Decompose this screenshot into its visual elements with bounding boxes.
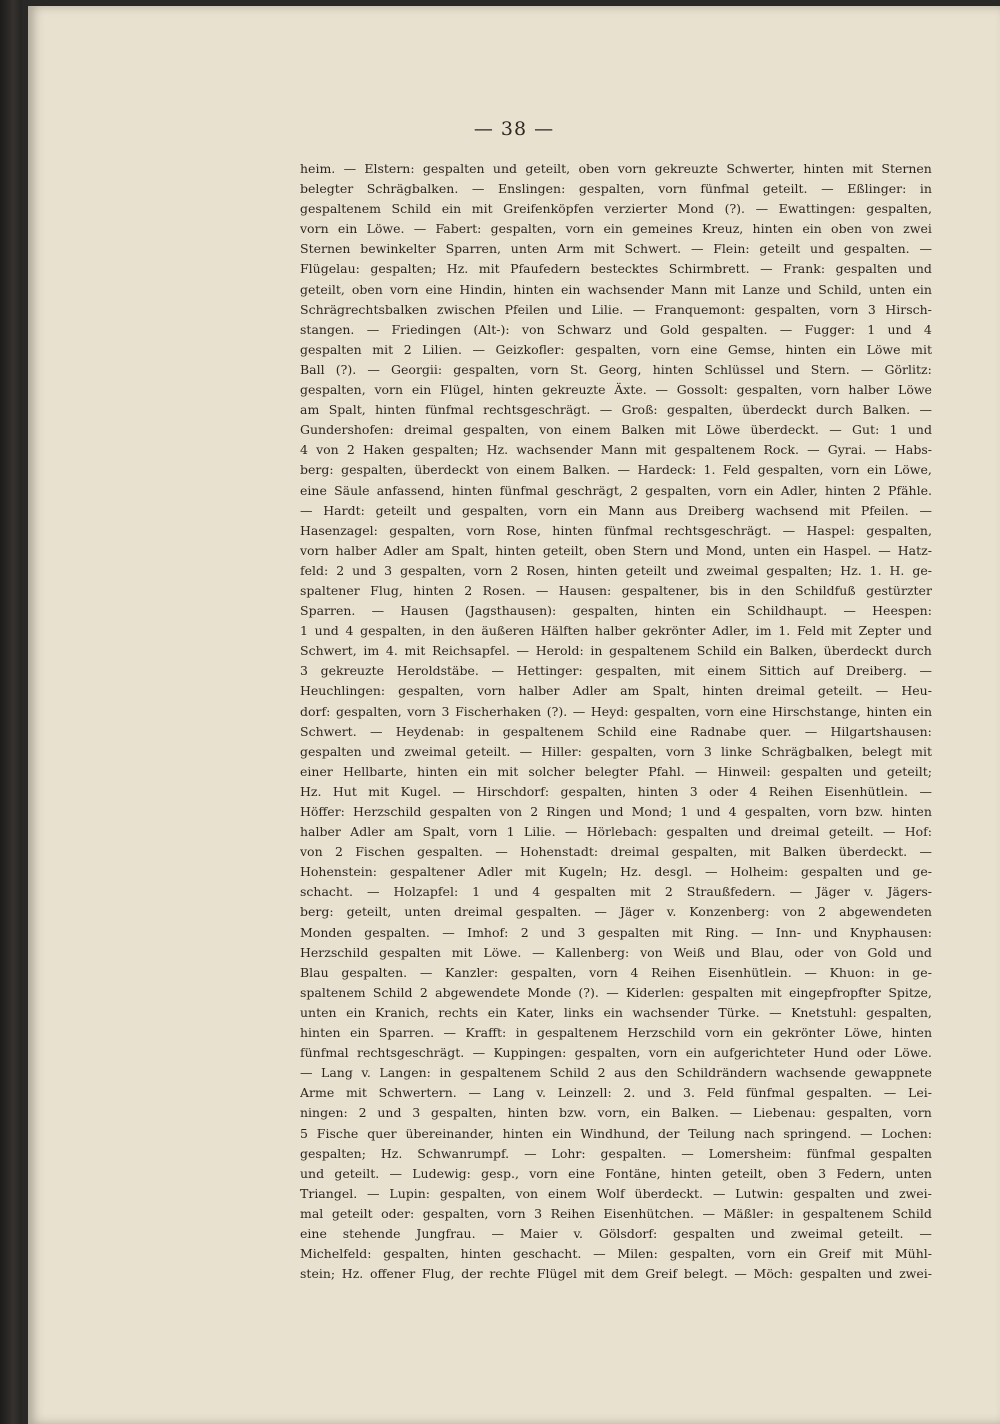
text-line: dorf: gespalten, vorn 3 Fischerhaken (?). — Heyd: gespalten, vorn eine Hirschstange, hinten ein [300,703,932,719]
text-line: — Hardt: geteilt und gespalten, vorn ein Mann aus Dreiberg wachsend mit Pfeilen. — [300,502,932,518]
text-line: gespaltenem Schild ein mit Greifenköpfen verzierter Mond (?). — Ewattingen: gespalten, [300,201,932,217]
text-line: Herzschild gespalten mit Löwe. — Kallenberg: von Weiß und Blau, oder von Gold und [300,944,932,960]
text-line: einer Hellbarte, hinten ein mit solcher belegter Pfahl. — Hinweil: gespalten und geteilt; [300,763,932,779]
text-line: hinten ein Sparren. — Krafft: in gespaltenem Herzschild vorn ein gekrönter Löwe, hinten [300,1025,932,1041]
text-line: Triangel. — Lupin: gespalten, von einem Wolf überdeckt. — Lutwin: gespalten und zwei- [300,1185,932,1201]
text-line: Schwert, im 4. mit Reichsapfel. — Herold: in gespaltenem Schild ein Balken, überdeckt durch [300,643,932,659]
text-line: 1 und 4 gespalten, in den äußeren Hälften halber gekrönter Adler, im 1. Feld mit Zepter und [300,623,932,639]
text-line: Hasenzagel: gespalten, vorn Rose, hinten fünfmal rechtsgeschrägt. — Haspel: gespalten, [300,522,932,538]
text-line: berg: gespalten, überdeckt von einem Balken. — Hardeck: 1. Feld gespalten, vorn ein Löwe, [300,462,932,478]
text-line: feld: 2 und 3 gespalten, vorn 2 Rosen, hinten geteilt und zweimal gespalten; Hz. 1. H. ge- [300,562,932,578]
text-line: Blau gespalten. — Kanzler: gespalten, vorn 4 Reihen Eisenhütlein. — Khuon: in ge- [300,964,932,980]
text-line: vorn halber Adler am Spalt, hinten geteilt, oben Stern und Mond, unten ein Haspel. — Hatz- [300,542,932,558]
text-line: Schwert. — Heydenab: in gespaltenem Schild eine Radnabe quer. — Hilgartshausen: [300,723,932,739]
text-line: geteilt, oben vorn eine Hindin, hinten ein wachsender Mann mit Lanze und Schild, unten ein [300,281,932,297]
page-number: — 38 — [473,118,555,140]
text-line: Hohenstein: gespaltener Adler mit Kugeln; Hz. desgl. — Holheim: gespalten und ge- [300,864,932,880]
text-line: gespalten mit 2 Lilien. — Geizkofler: gespalten, vorn eine Gemse, hinten ein Löwe mit [300,341,932,357]
text-line: Sparren. — Hausen (Jagsthausen): gespalten, hinten ein Schildhaupt. — Heespen: [300,603,932,619]
text-line: fünfmal rechtsgeschrägt. — Kuppingen: gespalten, vorn ein aufgerichteter Hund oder Löwe. [300,1045,932,1061]
text-line: eine stehende Jungfrau. — Maier v. Gölsdorf: gespalten und zweimal geteilt. — [300,1225,932,1241]
text-line: ningen: 2 und 3 gespalten, hinten bzw. vorn, ein Balken. — Liebenau: gespalten, vorn [300,1105,932,1121]
text-line: 4 von 2 Haken gespalten; Hz. wachsender Mann mit gespaltenem Rock. — Gyrai. — Habs- [300,442,932,458]
text-line: gespalten; Hz. Schwanrumpf. — Lohr: gespalten. — Lomersheim: fünfmal gespalten [300,1145,932,1161]
text-line: spaltener Flug, hinten 2 Rosen. — Hausen: gespaltener, bis in den Schildfuß gestürzter [300,582,932,598]
text-line: unten ein Kranich, rechts ein Kater, links ein wachsender Türke. — Knetstuhl: gespalten, [300,1004,932,1020]
text-line: gespalten und zweimal geteilt. — Hiller: gespalten, vorn 3 linke Schrägbalken, belegt mit [300,743,932,759]
text-line: am Spalt, hinten fünfmal rechtsgeschrägt. — Groß: gespalten, überdeckt durch Balken. — [300,402,932,418]
text-line: gespalten, vorn ein Flügel, hinten gekreuzte Äxte. — Gossolt: gespalten, vorn halber Löwe [300,382,932,398]
text-line: Monden gespalten. — Imhof: 2 und 3 gespalten mit Ring. — Inn- und Knyphausen: [300,924,932,940]
text-line: Heuchlingen: gespalten, vorn halber Adler am Spalt, hinten dreimal geteilt. — Heu- [300,683,932,699]
text-line: — Lang v. Langen: in gespaltenem Schild 2 aus den Schildrändern wachsende gewappnete [300,1065,932,1081]
text-line: berg: geteilt, unten dreimal gespalten. — Jäger v. Konzenberg: von 2 abgewendeten [300,904,932,920]
text-line: 5 Fische quer übereinander, hinten ein Windhund, der Teilung nach springend. — Lochen: [300,1125,932,1141]
text-line: Michelfeld: gespalten, hinten geschacht. — Milen: gespalten, vorn ein Greif mit Mühl- [300,1246,932,1262]
text-line: Flügelau: gespalten; Hz. mit Pfaufedern bestecktes Schirmbrett. — Frank: gespalten und [300,261,932,277]
text-line: von 2 Fischen gespalten. — Hohenstadt: dreimal gespalten, mit Balken überdeckt. — [300,844,932,860]
text-line: Ball (?). — Georgii: gespalten, vorn St. Georg, hinten Schlüssel und Stern. — Görlitz: [300,361,932,377]
text-line: mal geteilt oder: gespalten, vorn 3 Reihen Eisenhütchen. — Mäßler: in gespaltenem Schild [300,1205,932,1221]
book-page [28,6,1000,1424]
text-line: Hz. Hut mit Kugel. — Hirschdorf: gespalten, hinten 3 oder 4 Reihen Eisenhütlein. — [300,783,932,799]
text-line: schacht. — Holzapfel: 1 und 4 gespalten mit 2 Straußfedern. — Jäger v. Jägers- [300,884,932,900]
text-line: 3 gekreuzte Heroldstäbe. — Hettinger: gespalten, mit einem Sittich auf Dreiberg. — [300,663,932,679]
body-text [300,159,932,1284]
text-line: belegter Schrägbalken. — Enslingen: gespalten, vorn fünfmal geteilt. — Eßlinger: in [300,181,932,197]
text-line: Sternen bewinkelter Sparren, unten Arm mit Schwert. — Flein: geteilt und gespalten. — [300,241,932,257]
text-line: stein; Hz. offener Flug, der rechte Flügel mit dem Greif belegt. — Möch: gespalten und zwei- [300,1266,932,1282]
text-line: Gundershofen: dreimal gespalten, von einem Balken mit Löwe überdeckt. — Gut: 1 und [300,422,932,438]
text-line: heim. — Elstern: gespalten und geteilt, oben vorn gekreuzte Schwerter, hinten mit Sternen [300,161,932,176]
text-line: und geteilt. — Ludewig: gesp., vorn eine Fontäne, hinten geteilt, oben 3 Federn, unten [300,1165,932,1181]
text-line: vorn ein Löwe. — Fabert: gespalten, vorn ein gemeines Kreuz, hinten ein oben von zwei [300,221,932,237]
text-line: Höffer: Herzschild gespalten von 2 Ringen und Mond; 1 und 4 gespalten, vorn bzw. hinten [300,804,932,819]
text-line: eine Säule anfassend, hinten fünfmal geschrägt, 2 gespalten, vorn ein Adler, hinten 2 Pfähle. [300,482,932,498]
text-line: Schrägrechtsbalken zwischen Pfeilen und Lilie. — Franquemont: gespalten, vorn 3 Hirsch- [300,301,932,317]
text-line: halber Adler am Spalt, vorn 1 Lilie. — Hörlebach: gespalten und dreimal geteilt. — Hof: [300,824,932,840]
text-line: stangen. — Friedingen (Alt-): von Schwarz und Gold gespalten. — Fugger: 1 und 4 [300,321,932,337]
text-line: Arme mit Schwertern. — Lang v. Leinzell: 2. und 3. Feld fünfmal gespalten. — Lei- [300,1085,932,1101]
book-binding-edge [0,0,22,1424]
text-line: spaltenem Schild 2 abgewendete Monde (?). — Kiderlen: gespalten mit eingepfropfter Spitze, [300,984,932,1000]
